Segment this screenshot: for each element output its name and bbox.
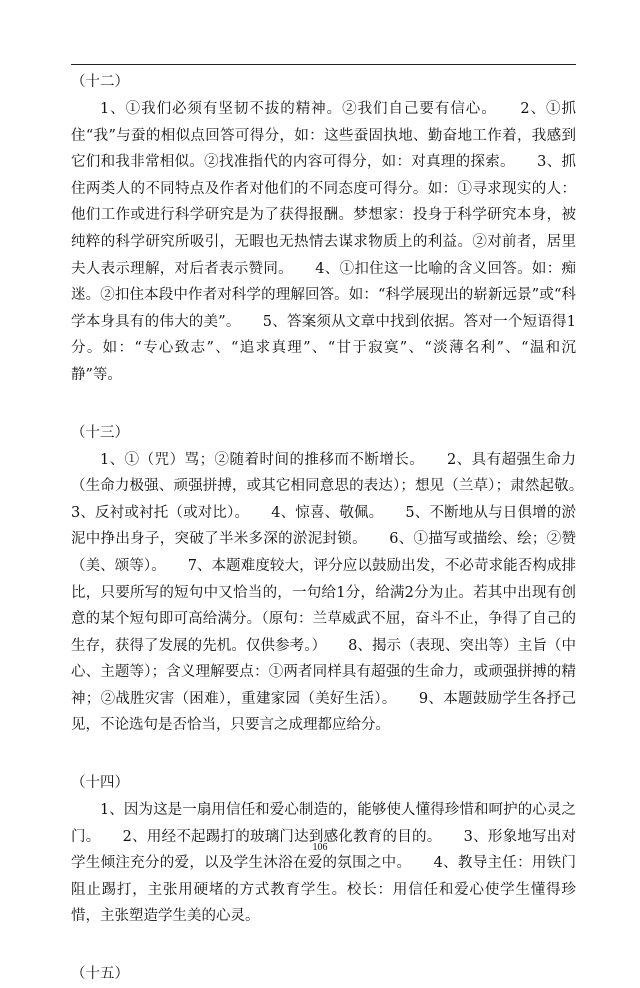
section-15	[71, 960, 576, 988]
section-paragraph: 1、①我们必须有坚韧不拔的精神。②我们自己要有信心。 2、①抓住“我”与蚕的相似点回答可得分，如：这些蚕固执地、勤奋地工作着，我感到它们和我非常相似。②找准指代的内容可得分，如：对真理的探索。 3、抓住两类人的不同特点及作者对他们的不同态度可得分。如：①寻求现实的人：他们工作或进行科学研究是为了获得报酬。梦想家：投身于科学研究本身，被纯粹的科学研究所吸引，无暇也无热情去谋求物质上的利益。②对前者，居里夫人表示理解，对后者表示赞同。 4、①扣住这一比喻的含义回答。如：痴迷。②扣住本段中作者对科学的理解回答。如：“科学展现出的崭新远景”或“科学本身具有的伟大的美”。 5、答案须从文章中找到依据。答对一个短语得1分。如：“专心致志”、“追求真理”、“甘于寂寞”、“淡薄名利”、“温和沉静”等。	[71, 101, 576, 383]
section-title: （十二）	[71, 74, 129, 90]
section-paragraph: 1、因为这是一扇用信任和爱心制造的，能够使人懂得珍惜和呵护的心灵之门。 2、用经不起踢打的玻璃门达到感化教育的目的。 3、形象地写出对学生倾注充分的爱，以及学生沐浴在爱的氛围之中。 4、教导主任：用铁门阻止踢打，主张用硬堵的方式教育学生。校长：用信任和爱心使学生懂得珍惜，主张塑造学生美的心灵。	[71, 802, 576, 925]
section-title: （十四）	[71, 775, 129, 792]
section-paragraph: 1、①（咒）骂；②随着时间的推移而不断增长。 2、具有超强生命力（生命力极强、顽强拼搏，或其它相同意思的表达）；想见（兰草）；肃然起敬。 3、反衬或衬托（或对比）。 4、惊喜、敬佩。 5、不断地从与日俱增的淤泥中挣出身子，突破了半米多深的淤泥封锁。 6、①描写或描绘、绘；②赞（美、颂等）。 7、本题难度较大，评分应以鼓励出发，不必苛求能否构成排比，只要所写的短句中又恰当的，一句给1分，给满2分为止。若其中出现有创意的某个短句即可高给满分。（原句：兰草威武不屈，奋斗不止，争得了自己的生存，获得了发展的先机。仅供参考。） 8、揭示（表现、突出等）主旨（中心、主题等）；含义理解要点：①两者同样具有超强的生命力，或顽强拼搏的精神；②战胜灾害（困难），重建家园（美好生活）。 9、本题鼓励学生各抒己见，不论选句是否恰当，只要言之成理都应给分。	[71, 451, 605, 734]
page-number: 106	[312, 842, 328, 853]
header-rule	[71, 64, 576, 65]
section-title: （十三）	[71, 424, 129, 441]
section-title: （十五）	[71, 966, 129, 983]
section-13	[71, 419, 605, 740]
section-12	[71, 68, 576, 389]
